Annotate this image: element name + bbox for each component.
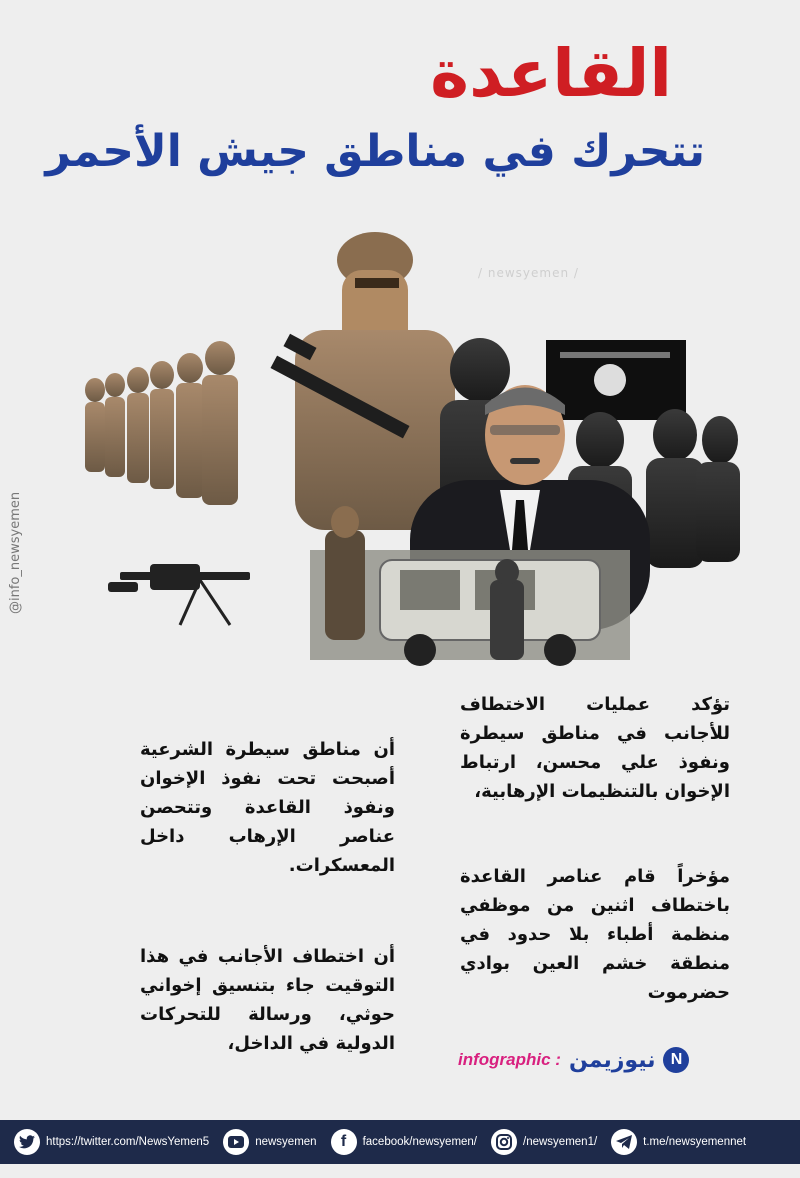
machine-gun bbox=[108, 564, 250, 625]
subtitle: تتحرك في مناطق جيش الأحمر bbox=[45, 126, 705, 177]
brand-logo-text: نيوزيمن bbox=[568, 1047, 656, 1073]
youtube-label: newsyemen bbox=[255, 1136, 317, 1148]
infographic-label: infographic : bbox=[458, 1050, 561, 1069]
footer-bottom-strip bbox=[0, 1164, 800, 1178]
social-footer bbox=[0, 1120, 800, 1164]
instagram-handle-vertical: @info_newsyemen bbox=[8, 491, 23, 614]
youtube-icon bbox=[223, 1129, 249, 1155]
instagram-label: /newsyemen1/ bbox=[523, 1136, 598, 1148]
watermark: / newsyemen / bbox=[478, 266, 579, 280]
twitter-link[interactable] bbox=[14, 1129, 209, 1155]
twitter-icon bbox=[14, 1129, 40, 1155]
telegram-icon bbox=[611, 1129, 637, 1155]
photo-collage bbox=[80, 230, 740, 670]
instagram-link[interactable] bbox=[491, 1129, 597, 1155]
black-flag bbox=[546, 340, 686, 420]
telegram-link[interactable] bbox=[611, 1129, 746, 1155]
paragraph-legitimacy-areas: أن مناطق سيطرة الشرعية أصبحت تحت نفوذ الإخوان ونفوذ القاعدة وتتحصن عناصر الإرهاب داخل المعسكرات. bbox=[140, 739, 395, 876]
instagram-icon bbox=[491, 1129, 517, 1155]
telegram-label: t.me/newsyemennet bbox=[643, 1136, 747, 1148]
fighters-line bbox=[85, 341, 238, 505]
paragraph-timing-coordination: أن اختطاف الأجانب في هذا التوقيت جاء بتنسيق إخواني حوثي، ورسالة للتحركات الدولية في الداخل، bbox=[140, 946, 395, 1054]
main-title: القاعدة bbox=[430, 35, 672, 112]
brand-logo-icon: N bbox=[663, 1047, 689, 1073]
facebook-label: facebook/newsyemen/ bbox=[362, 1136, 478, 1148]
masked-fighter bbox=[270, 232, 455, 530]
youtube-link[interactable] bbox=[223, 1129, 316, 1155]
twitter-label: https://twitter.com/NewsYemen5 bbox=[46, 1136, 210, 1148]
facebook-link[interactable] bbox=[331, 1129, 477, 1155]
paragraph-msf-kidnapping: مؤخراً قام عناصر القاعدة باختطاف اثنين من موظفي منظمة أطباء بلا حدود في منطقة خشم العين بوادي حضرموت bbox=[460, 866, 730, 1003]
brand-row bbox=[458, 1040, 718, 1080]
facebook-icon: f bbox=[331, 1129, 357, 1155]
paragraph-kidnapping-confirms: تؤكد عمليات الاختطاف للأجانب في مناطق سيطرة ونفوذ علي محسن، ارتباط الإخوان بالتنظيمات الإرهابية، bbox=[460, 694, 730, 802]
